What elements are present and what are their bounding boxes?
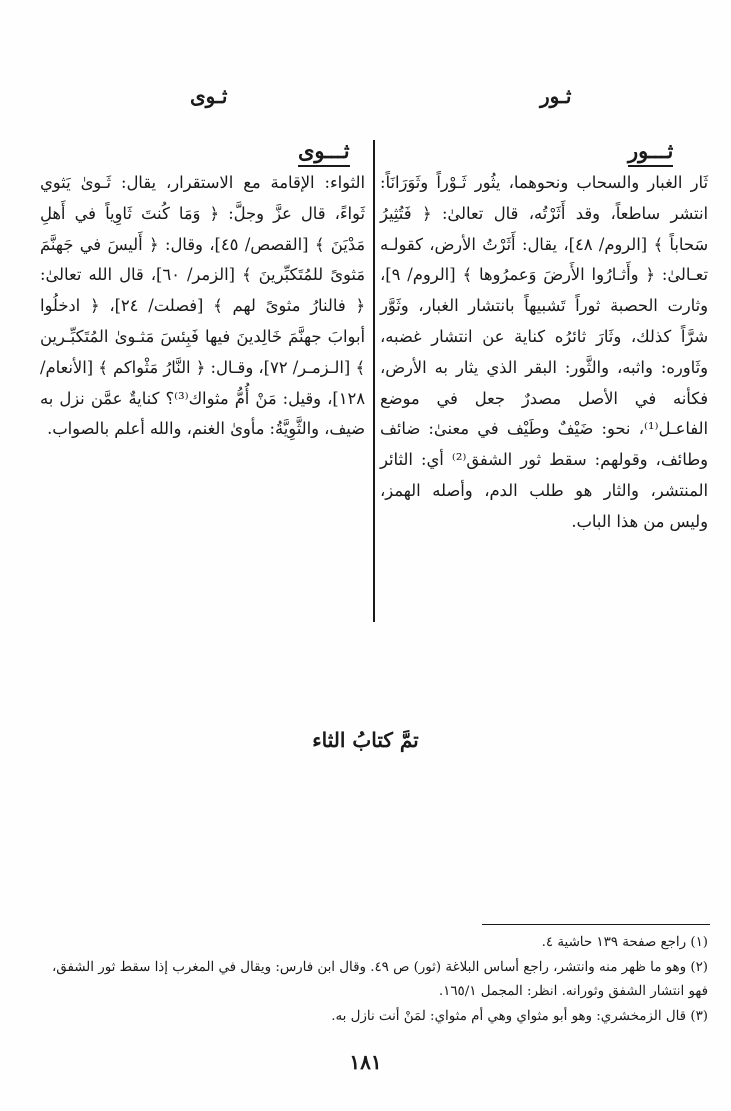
title-underline: [298, 165, 350, 167]
entry-left-text: الثواء: الإقامة مع الاستقرار، يقال: ثَـوىٰ يَثوي ثَواءً، قال عزَّ وجلَّ: ﴿ وَمَا كُنتَ ثَاوِياً في أَهلِ مَدْيَنَ ﴾ [القصص/ ٤٥]، وقال: ﴿ أَليسَ في جَهنَّمَ مَثوىً للمُتَكبِّرينَ ﴾ [الزمر/ ٦٠]، قال الله تعالىٰ: ﴿ فالنارُ مثوىً لهم ﴾ [فصلت/ ٢٤]، ﴿ ادخلُوا أبوابَ جهنَّمَ خَالِدينَ فيها فَبِئسَ مَثـوىٰ المُتَكبِّـرين ﴾ [الـزمـر/ ٧٢]، وقـال: ﴿ النَّارُ مَثْواكم ﴾ [الأنعام/١٢٨]، وقيل: مَنْ أُمُّ مثواك⁽³⁾؟ كنايةٌ عمَّن نزل به ضيف، والثَّوِيَّةُ: مأوىٰ الغنم، والله أعلم بالصواب.: [40, 173, 366, 439]
entry-title-left-text: ثـــوى: [298, 138, 350, 163]
footnote: (١) راجع صفحة ١٣٩ حاشية ٤.: [541, 935, 708, 950]
chapter-end-note: تمَّ كتابُ الثاء: [312, 728, 419, 752]
title-underline: [628, 165, 673, 167]
column-divider: [373, 140, 375, 622]
entry-left-column: [40, 168, 365, 445]
page-number: ١٨١: [349, 1050, 382, 1074]
entry-right-text: ثَار الغبار والسحاب ونحوهما، يثُور ثَـوْراً وثَوَرَانَاً: انتشر ساطعاً، وقد أَثَرْتُه، قال تعالىٰ: ﴿ فَتُثِيرُ سَحاباً ﴾ [الروم/ ٤٨]، يقال: أَثَرْتُ الأرض، كقولـه تعـالىٰ: ﴿ وأَثـارُوا الأَرضَ وَعمرُوها ﴾ [الروم/ ٩]، وثارت الحصبة ثوراً تَشبيهاً بانتشار الغبار، وثَوَّر شرَّاً كذلك، وثَارَ ثائرُه كناية عن انتشار غضبه، وثَاوره: واثبه، والثَّور: البقر الذي يثار به الأرض، فكأنه في الأصل مصدرٌ جعل في موضع الفاعـل⁽¹⁾، نحو: ضَيْفٌ وطَيْف في معنىٰ: ضائف وطائف، وقولهم: سقط ثور الشفق⁽²⁾ أي: الثائر المنتشر، والثار هو طلب الدم، وأصله الهمز، وليس من هذا الباب.: [380, 173, 708, 531]
footnote: (٢) وهو ما ظهر منه وانتشر، راجع أساس البلاغة (ثور) ص ٤٩. وقال ابن فارس: ويقال في المغرب إذا سقط ثور الشفق، فهو انتشار الشفق وثورانه. انظر: المجمل ١٦٥/١.: [51, 959, 708, 999]
running-header-left: ثـوى: [190, 84, 228, 108]
footnote-separator: [482, 924, 710, 925]
entry-title-right-text: ثـــور: [628, 138, 674, 163]
entry-right-column: [380, 168, 708, 538]
footnotes: [40, 931, 708, 1029]
entry-title-left: [298, 138, 350, 167]
footnote: (٣) قال الزمخشري: وهو أبو مثواي وهي أم مثواي: لمَنْ أنت نازل به.: [331, 1008, 708, 1024]
running-header-right: ثـور: [540, 84, 572, 108]
entry-title-right: [628, 138, 673, 167]
